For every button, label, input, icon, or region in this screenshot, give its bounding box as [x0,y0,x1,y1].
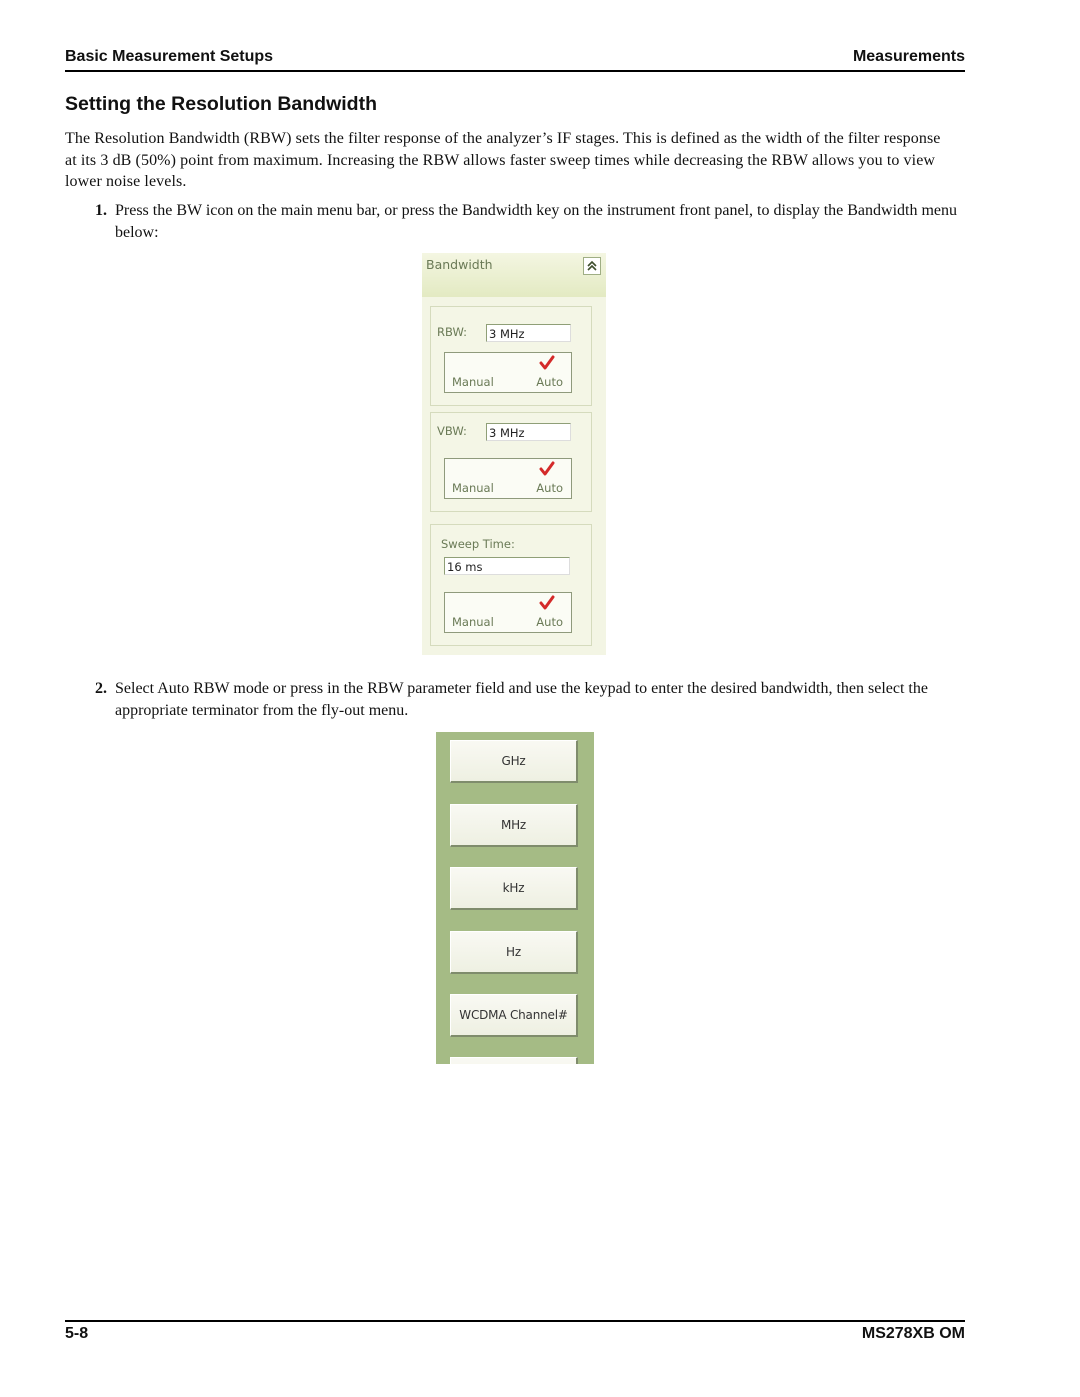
document-id: MS278XB OM [861,1325,965,1342]
bandwidth-menu-title: Bandwidth [426,257,493,272]
step-number: 1. [95,202,107,219]
step-text: Select Auto RBW mode or press in the RBW parameter field and use the keypad to enter the desired bandwidth, then select the appropriate terminator from the fly-out menu. [115,680,928,719]
auto-option: Auto [536,615,563,629]
manual-option: Manual [452,615,494,629]
vbw-label: VBW: [437,424,467,438]
section-title: Setting the Resolution Bandwidth [65,93,377,115]
sweep-time-manual-auto-toggle[interactable] [444,592,572,633]
rbw-label: RBW: [437,325,468,339]
step-text: Press the BW icon on the main menu bar, or press the Bandwidth key on the instrument front panel, to display the Bandwidth menu below: [115,202,958,241]
hz-button[interactable]: Hz [450,931,578,974]
vbw-manual-auto-toggle[interactable] [444,458,572,499]
sweep-time-group [430,524,592,646]
double-chevron-up-icon[interactable] [583,257,601,275]
page-number: 5-8 [65,1325,89,1342]
page-header [65,46,965,72]
bandwidth-menu [422,253,606,655]
header-section-name: Basic Measurement Setups [65,48,274,65]
vbw-group [430,412,592,512]
bandwidth-menu-header [422,253,606,297]
intro-paragraph: The Resolution Bandwidth (RBW) sets the filter response of the analyzer’s IF stages. This is defined as the width of the filter response at its 3 dB (50%) point from maximum. Increasing the RBW allows faster sweep times while decreasing the RBW allows you to view lower noise levels. [65,130,941,190]
header-chapter-name: Measurements [852,48,965,65]
checkmark-icon [538,594,556,612]
checkmark-icon [538,460,556,478]
rbw-manual-auto-toggle[interactable] [444,352,572,393]
manual-option: Manual [452,481,494,495]
sweep-time-field[interactable]: 16 ms [444,557,570,575]
manual-option: Manual [452,375,494,389]
checkmark-icon [538,354,556,372]
mhz-button[interactable]: MHz [450,804,578,847]
wcdma-channel-button[interactable]: WCDMA Channel# [450,994,578,1037]
sweep-time-label: Sweep Time: [441,537,515,551]
unit-flyout-menu [436,732,594,1064]
khz-button[interactable]: kHz [450,867,578,910]
rbw-field[interactable]: 3 MHz [486,324,571,342]
step-number: 2. [95,680,107,697]
rbw-group [430,306,592,406]
ghz-button[interactable]: GHz [450,740,578,783]
auto-option: Auto [536,481,563,495]
auto-option: Auto [536,375,563,389]
next-button-partial[interactable] [450,1057,578,1064]
vbw-field[interactable]: 3 MHz [486,423,571,441]
page-footer [65,1320,965,1342]
